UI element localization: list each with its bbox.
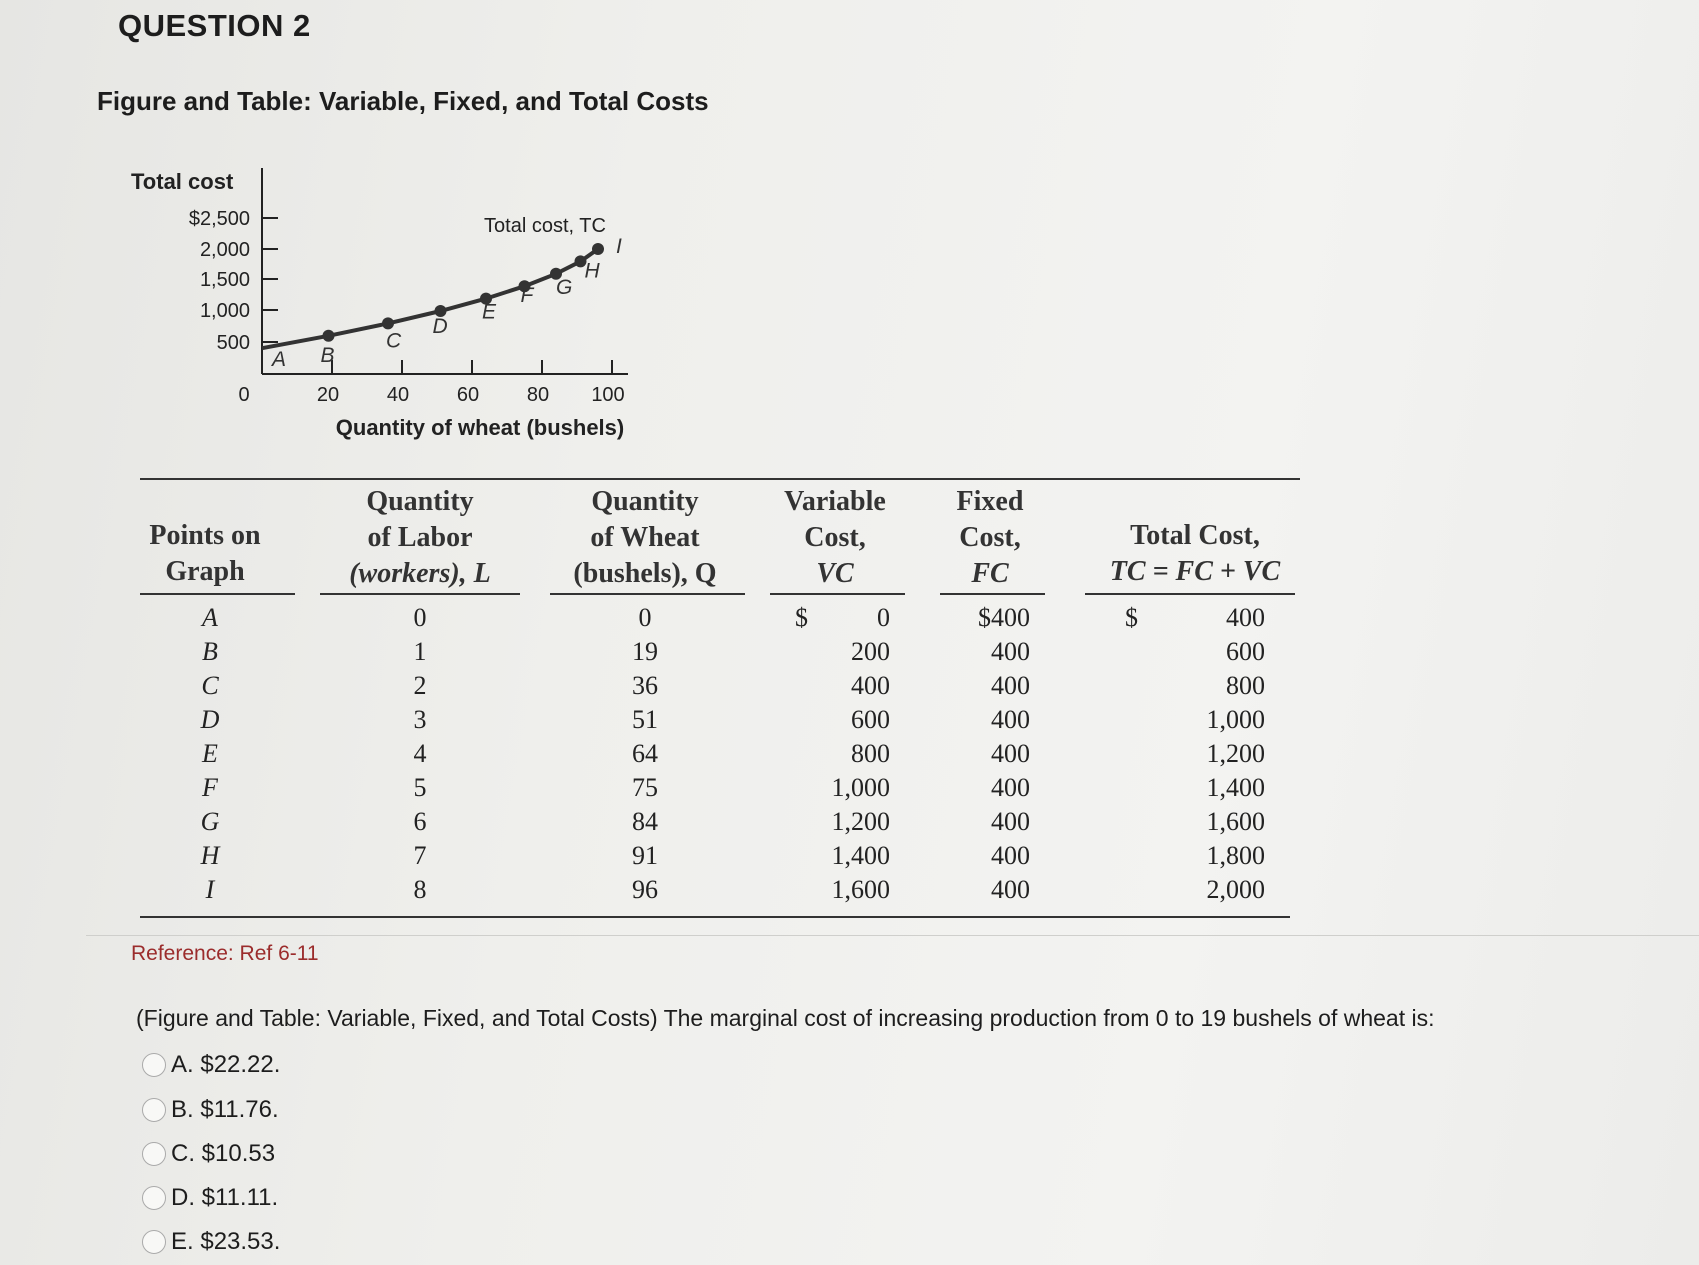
x-axis-title: Quantity of wheat (bushels) (335, 415, 625, 440)
cell-vc: 400 (851, 671, 890, 700)
cell-vc: 800 (851, 739, 890, 768)
tc-point-i (592, 243, 604, 255)
cell-wheat: 75 (632, 773, 658, 802)
cell-tc: 600 (1226, 637, 1265, 666)
question-title: QUESTION 2 (118, 8, 311, 43)
cell-labor: 5 (413, 773, 427, 802)
cell-fc: 400 (991, 637, 1030, 666)
header-labor: Quantity of Labor (workers), L (349, 486, 491, 589)
section-divider (86, 935, 1699, 936)
cell-tc: 400 (1226, 603, 1265, 632)
cell-wheat: 0 (638, 603, 652, 632)
header-underline-fc (940, 593, 1045, 595)
radio-icon[interactable] (142, 1053, 166, 1077)
cell-labor: 0 (413, 603, 427, 632)
x-tick-label: 100 (591, 384, 625, 406)
point-label-a: A (272, 348, 287, 372)
radio-icon[interactable] (142, 1186, 166, 1210)
option-a-label: A. $22.22. (171, 1051, 281, 1078)
cell-point: D (200, 705, 220, 734)
option-e-label: E. $23.53. (171, 1228, 281, 1255)
cell-point: E (202, 739, 218, 768)
point-label-c: C (386, 329, 402, 353)
cell-point: H (200, 841, 220, 870)
cell-vc: 200 (851, 637, 890, 666)
cell-fc: $400 (978, 603, 1030, 632)
reference-note: Reference: Ref 6-11 (131, 942, 319, 965)
radio-icon[interactable] (142, 1142, 166, 1166)
header-tc: Total Cost, TC = FC + VC (1109, 520, 1281, 587)
y-axis-title: Total cost (131, 169, 234, 194)
point-label-h: H (584, 259, 600, 283)
x-tick-label: 80 (526, 384, 550, 406)
cell-fc: 400 (991, 705, 1030, 734)
cell-vc: 1,200 (831, 807, 890, 836)
cell-labor: 8 (413, 875, 427, 904)
y-tick-label: 500 (216, 332, 250, 354)
cell-point: I (205, 875, 215, 904)
cell-tc: 1,400 (1206, 773, 1265, 802)
tc-curve-label: Total cost, TC (484, 215, 606, 237)
cell-tc: 1,200 (1206, 739, 1265, 768)
option-b[interactable] (142, 1096, 279, 1124)
x-tick-label: 40 (386, 384, 410, 406)
option-c[interactable] (142, 1140, 275, 1168)
cell-fc: 400 (991, 671, 1030, 700)
cell-point: A (202, 603, 218, 632)
header-fc: Fixed Cost, FC (956, 486, 1024, 589)
table-bottom-rule (140, 916, 1290, 918)
header-underline-labor (320, 593, 520, 595)
question-text: (Figure and Table: Variable, Fixed, and Total Costs) The marginal cost of increasing production from 0 to 19 bushels of wheat is: (136, 1005, 1435, 1031)
currency-symbol: $ (1125, 603, 1138, 632)
y-tick-label: 1,500 (199, 269, 250, 291)
cell-vc: 0 (877, 603, 890, 632)
option-c-label: C. $10.53 (171, 1140, 276, 1167)
cell-wheat: 51 (632, 705, 658, 734)
cell-wheat: 91 (632, 841, 658, 870)
tc-series-line (262, 249, 598, 348)
cell-labor: 1 (413, 637, 427, 666)
cell-tc: 1,000 (1206, 705, 1265, 734)
option-b-label: B. $11.76. (171, 1096, 279, 1123)
cell-point: F (202, 773, 218, 802)
total-cost-chart (0, 0, 700, 460)
y-tick-label: 1,000 (199, 300, 250, 322)
option-a[interactable] (142, 1051, 280, 1079)
x-tick-label: 20 (316, 384, 340, 406)
point-label-i: I (616, 235, 622, 258)
cell-tc: 2,000 (1206, 875, 1265, 904)
cell-labor: 3 (413, 705, 427, 734)
x-origin-label: 0 (238, 384, 250, 406)
table-top-rule (140, 478, 1300, 480)
cell-vc: 1,000 (831, 773, 890, 802)
cell-fc: 400 (991, 841, 1030, 870)
cost-table (140, 478, 1300, 918)
point-label-f: F (520, 284, 534, 308)
cell-wheat: 64 (632, 739, 658, 768)
cell-point: G (200, 807, 220, 836)
cell-tc: 1,800 (1206, 841, 1265, 870)
header-vc: Variable Cost, VC (784, 486, 886, 589)
x-tick-label: 60 (456, 384, 480, 406)
header-underline-points (140, 593, 295, 595)
cell-vc: 1,400 (831, 841, 890, 870)
header-points: Points on Graph (149, 520, 261, 587)
cell-vc: 600 (851, 705, 890, 734)
cell-fc: 400 (991, 875, 1030, 904)
cell-tc: 800 (1226, 671, 1265, 700)
point-label-e: E (482, 300, 497, 324)
currency-symbol: $ (795, 603, 808, 632)
header-underline-tc (1085, 593, 1295, 595)
cell-fc: 400 (991, 773, 1030, 802)
tc-point-c (382, 317, 394, 329)
header-underline-vc (770, 593, 905, 595)
option-e[interactable] (142, 1228, 280, 1256)
cell-vc: 1,600 (831, 875, 890, 904)
cell-labor: 2 (413, 671, 427, 700)
cell-labor: 6 (413, 807, 427, 836)
tc-point-b (323, 330, 335, 342)
option-d-label: D. $11.11. (171, 1184, 279, 1211)
point-label-g: G (556, 275, 573, 299)
cell-point: C (201, 671, 219, 700)
cell-labor: 4 (413, 739, 427, 768)
radio-icon[interactable] (142, 1098, 166, 1122)
radio-icon[interactable] (142, 1230, 166, 1254)
cell-wheat: 96 (632, 875, 658, 904)
cell-wheat: 36 (632, 671, 658, 700)
header-wheat: Quantity of Wheat (bushels), Q (573, 486, 717, 589)
cell-point: B (202, 637, 218, 666)
figure-title: Figure and Table: Variable, Fixed, and Total Costs (97, 86, 709, 116)
option-d[interactable] (142, 1184, 278, 1212)
cell-fc: 400 (991, 739, 1030, 768)
cell-tc: 1,600 (1206, 807, 1265, 836)
header-underline-wheat (550, 593, 745, 595)
point-label-b: B (320, 343, 335, 367)
y-tick-label: $2,500 (188, 208, 250, 230)
y-tick-label: 2,000 (199, 239, 250, 261)
point-label-d: D (432, 315, 448, 338)
cell-fc: 400 (991, 807, 1030, 836)
cell-wheat: 19 (632, 637, 658, 666)
cell-labor: 7 (413, 841, 427, 870)
cell-wheat: 84 (632, 807, 658, 836)
